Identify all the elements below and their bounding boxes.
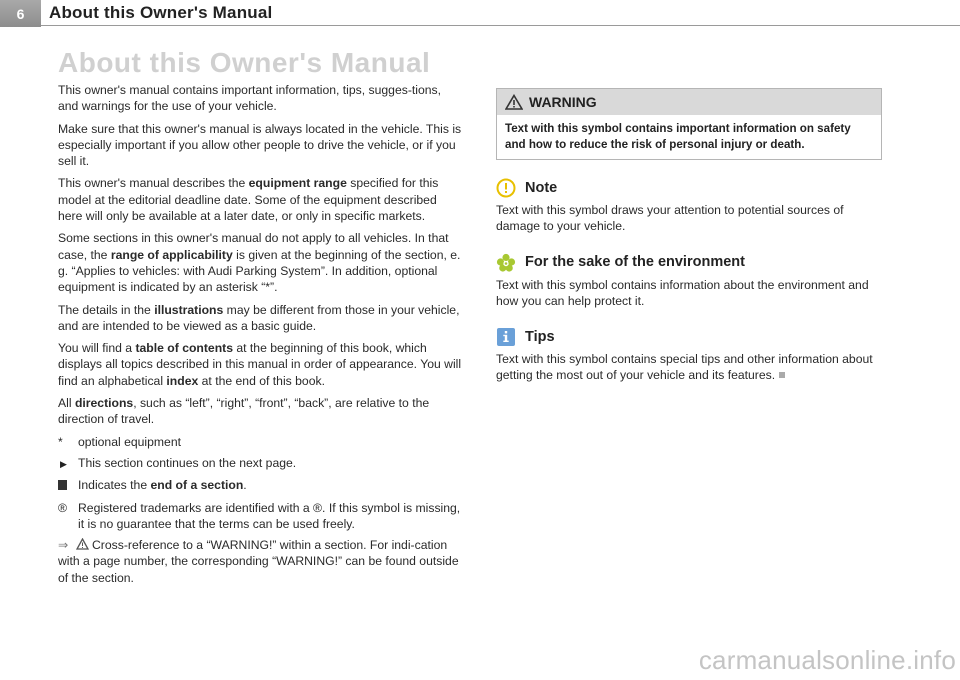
legend-row-asterisk: * optional equipment bbox=[58, 434, 181, 449]
intro-paragraph: This owner's manual contains important information, tips, sugges-tions, and warnings for the use of your vehicle. bbox=[58, 83, 442, 114]
left-column bbox=[58, 82, 464, 591]
warning-header bbox=[497, 89, 881, 115]
warning-box bbox=[496, 88, 882, 160]
index-term: index bbox=[166, 373, 199, 388]
illustrations-term: illustrations bbox=[154, 302, 224, 317]
contents-paragraph: You will find a table of contents at the beginning of this book, which displays all topics described in this manual in order of appearance. You will find an alphabetical index at the end of this book. bbox=[58, 341, 462, 388]
equipment-paragraph: This owner's manual describes the equipment range specified for this model at the editorial deadline date. Some of the equipment described here will only be available at a later date, or only in specific markets. bbox=[58, 176, 439, 224]
page-number: 6 bbox=[16, 5, 25, 22]
note-text: Text with this symbol draws your attention to potential sources of damage to your vehicle. bbox=[496, 203, 844, 234]
note-exclamation-icon bbox=[496, 178, 516, 198]
directions-term: directions bbox=[74, 396, 134, 411]
page-number-tab bbox=[0, 0, 41, 27]
illustrations-paragraph: The details in the illustrations may be different from those in your vehicle, and are intended to be viewed as a basic guide. bbox=[58, 302, 460, 333]
note-title: Note bbox=[525, 179, 558, 196]
tips-section bbox=[496, 327, 882, 384]
tips-title: Tips bbox=[525, 329, 555, 346]
tips-text: Text with this symbol contains special tips and other information about getting the most out of your vehicle and its features. bbox=[496, 352, 873, 383]
header-divider bbox=[41, 25, 960, 26]
location-paragraph: Make sure that this owner's manual is always located in the vehicle. This is especially important if you allow other people to drive the vehicle, or if you sell it. bbox=[58, 121, 462, 169]
legend-row-end: Indicates the end of a section. bbox=[58, 477, 464, 494]
table-of-contents-term: table of contents bbox=[135, 341, 233, 356]
asterisk-symbol: * bbox=[58, 434, 63, 449]
legend-row-cross-reference: ⇒ Cross-reference to a “WARNING!” within a section. For indi-cation with a page number, the corresponding “WARNING!” can be found outside of the section. bbox=[58, 538, 459, 585]
applicability-paragraph: Some sections in this owner's manual do not apply to all vehicles. In that case, the range of applicability is given at the beginning of the section, e. g. “Applies to vehicles: with Audi Parking System”. In addition, optional equipment is indicated by an asterisk “*”. bbox=[58, 231, 461, 295]
watermark: carmanualsonline.info bbox=[698, 645, 956, 675]
right-column bbox=[496, 88, 882, 384]
cross-reference-arrow-icon: ⇒ bbox=[58, 538, 69, 553]
warning-title: WARNING bbox=[529, 93, 597, 110]
page-title: About this Owner's Manual bbox=[58, 47, 431, 78]
environment-flower-icon bbox=[496, 253, 516, 273]
running-header: About this Owner's Manual bbox=[49, 3, 273, 22]
symbol-legend bbox=[58, 434, 464, 586]
warning-text: Text with this symbol contains important information on safety and how to reduce the risk of personal injury or death. bbox=[505, 122, 851, 151]
environment-text: Text with this symbol contains information about the environment and how you can help protect it. bbox=[496, 277, 869, 308]
registered-trademark-symbol: ® bbox=[58, 500, 67, 515]
legend-row-trademark: ® Registered trademarks are identified with a ®. If this symbol is missing, it is no guarantee that the terms can be used freely. bbox=[58, 500, 461, 531]
environment-section bbox=[496, 253, 882, 310]
note-section bbox=[496, 178, 882, 235]
directions-paragraph: All directions, such as “left”, “right”, “front”, “back”, are relative to the direction of travel. bbox=[58, 396, 430, 427]
warning-triangle-icon bbox=[76, 538, 89, 550]
end-of-section-square-icon bbox=[779, 372, 785, 378]
environment-title: For the sake of the environment bbox=[525, 254, 745, 271]
equipment-range-term: equipment range bbox=[248, 176, 347, 191]
range-of-applicability-term: range of applicability bbox=[110, 247, 233, 262]
warning-triangle-icon bbox=[505, 94, 523, 110]
end-of-section-square-icon bbox=[58, 480, 67, 490]
tips-info-icon bbox=[496, 327, 516, 347]
legend-row-continue: ▶ This section continues on the next page. bbox=[58, 455, 464, 472]
continue-arrow-icon: ▶ bbox=[60, 458, 67, 469]
